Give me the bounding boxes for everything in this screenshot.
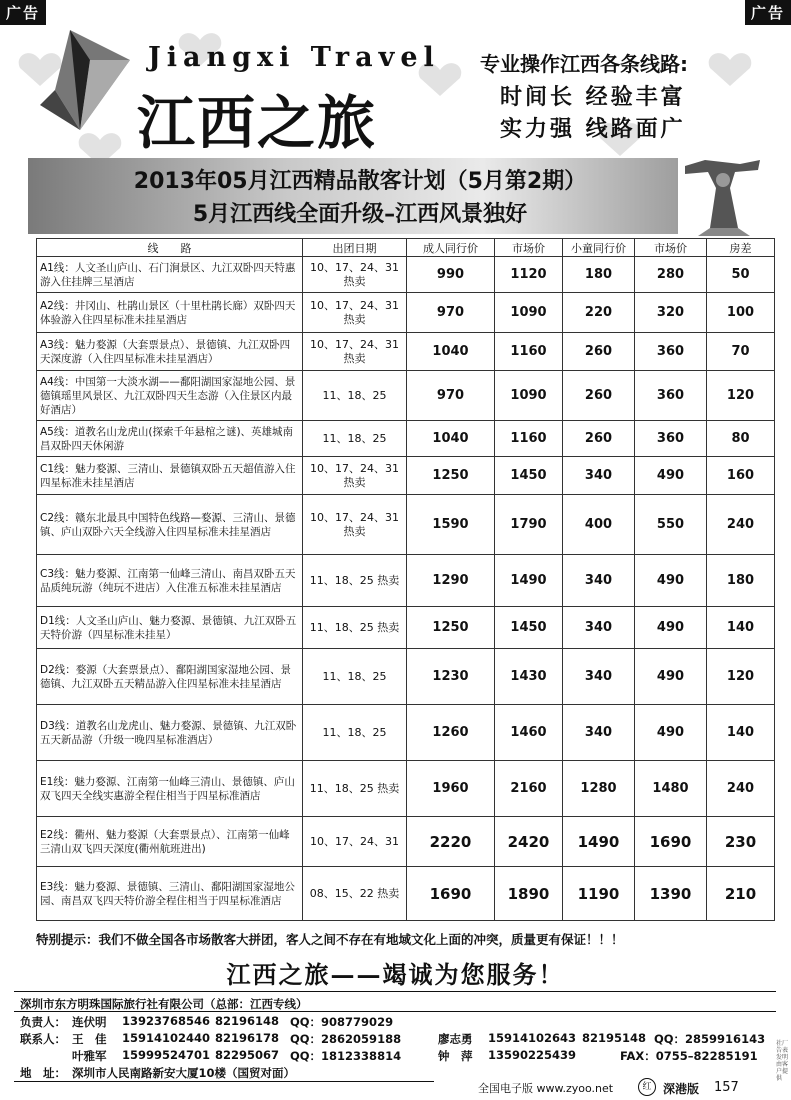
col-room-diff: 房差 bbox=[707, 239, 775, 257]
brand-chinese: 江西之旅 bbox=[137, 89, 378, 157]
route-cell: A5线：道教名山龙虎山(探索千年悬棺之谜)、英雄城南昌双卧四天休闲游 bbox=[37, 421, 303, 457]
route-cell: E3线：魅力婺源、景德镇、三清山、鄱阳湖国家湿地公园、南昌双飞四天特价游全程住相当于四星标准酒店 bbox=[37, 867, 303, 921]
child-market-price-cell: 490 bbox=[635, 705, 707, 761]
route-cell: D3线：道教名山龙虎山、魅力婺源、景德镇、九江双卧五天新品游（升级一晚四星标准酒店） bbox=[37, 705, 303, 761]
date-cell: 10、17、24、31 热卖 bbox=[303, 457, 407, 495]
table-row bbox=[37, 257, 775, 293]
divider bbox=[14, 1081, 434, 1082]
date-cell: 10、17、24、31 热卖 bbox=[303, 333, 407, 371]
room-diff-cell: 160 bbox=[707, 457, 775, 495]
market-price-cell: 1090 bbox=[495, 371, 563, 421]
company-name: 深圳市东方明珠国际旅行社有限公司（总部：江西专线） bbox=[20, 997, 308, 1011]
table-row bbox=[37, 457, 775, 495]
child-market-price-cell: 1690 bbox=[635, 817, 707, 867]
child-market-price-cell: 1480 bbox=[635, 761, 707, 817]
child-market-price-cell: 360 bbox=[635, 333, 707, 371]
table-row bbox=[37, 495, 775, 555]
date-cell: 11、18、25 热卖 bbox=[303, 607, 407, 649]
contact-name: 廖志勇 bbox=[438, 1032, 473, 1046]
room-diff-cell: 140 bbox=[707, 607, 775, 649]
adult-price-cell: 970 bbox=[407, 293, 495, 333]
contact-tel: 82295067 bbox=[215, 1048, 280, 1062]
table-row bbox=[37, 867, 775, 921]
side-note: 社厂告表发明由客户提供 bbox=[776, 1040, 789, 1082]
table-row bbox=[37, 371, 775, 421]
slogan-line-1: 专业操作江西各条线路: bbox=[480, 52, 688, 76]
contact-qq: QQ：2859916143 bbox=[654, 1032, 766, 1046]
label: 地 址： bbox=[20, 1066, 66, 1080]
contact-mobile: 13923768546 bbox=[122, 1014, 211, 1028]
page-number: 157 bbox=[714, 1080, 739, 1095]
date-cell: 10、17、24、31 热卖 bbox=[303, 495, 407, 555]
market-price-cell: 2160 bbox=[495, 761, 563, 817]
market-price-cell: 1490 bbox=[495, 555, 563, 607]
child-market-price-cell: 1390 bbox=[635, 867, 707, 921]
child-market-price-cell: 490 bbox=[635, 607, 707, 649]
footer-site: 全国电子版 www.zyoo.net bbox=[478, 1082, 614, 1095]
date-cell: 11、18、25 bbox=[303, 371, 407, 421]
child-market-price-cell: 490 bbox=[635, 555, 707, 607]
child-market-price-cell: 490 bbox=[635, 457, 707, 495]
child-price-cell: 1190 bbox=[563, 867, 635, 921]
contact-name: 王 佳 bbox=[72, 1032, 107, 1046]
route-cell: E1线：魅力婺源、江南第一仙峰三清山、景德镇、庐山双飞四天全线实惠游全程住相当于四星标准酒店 bbox=[37, 761, 303, 817]
divider bbox=[14, 1011, 776, 1012]
market-price-cell: 1430 bbox=[495, 649, 563, 705]
table-row bbox=[37, 333, 775, 371]
contact-name: 连伏明 bbox=[72, 1015, 107, 1029]
slogan-line-3: 实力强 线路面广 bbox=[500, 116, 686, 142]
route-cell: A4线：中国第一大淡水湖——鄱阳湖国家湿地公园、景德镇瑶里风景区、九江双卧四天生态游（入住景区内最好酒店） bbox=[37, 371, 303, 421]
child-market-price-cell: 360 bbox=[635, 371, 707, 421]
contact-mobile: 13590225439 bbox=[488, 1048, 577, 1062]
adult-price-cell: 1590 bbox=[407, 495, 495, 555]
room-diff-cell: 230 bbox=[707, 817, 775, 867]
room-diff-cell: 240 bbox=[707, 761, 775, 817]
table-row bbox=[37, 705, 775, 761]
date-cell: 10、17、24、31 热卖 bbox=[303, 293, 407, 333]
market-price-cell: 1160 bbox=[495, 333, 563, 371]
footer-logo-icon: 红 bbox=[638, 1078, 656, 1096]
market-price-cell: 1460 bbox=[495, 705, 563, 761]
adult-price-cell: 1250 bbox=[407, 457, 495, 495]
col-adult-price: 成人同行价 bbox=[407, 239, 495, 257]
route-cell: D1线：人文圣山庐山、魅力婺源、景德镇、九江双卧五天特价游（四星标准未挂星） bbox=[37, 607, 303, 649]
room-diff-cell: 80 bbox=[707, 421, 775, 457]
service-slogan: 江西之旅——竭诚为您服务！ bbox=[226, 960, 565, 989]
date-cell: 11、18、25 热卖 bbox=[303, 761, 407, 817]
adult-price-cell: 1690 bbox=[407, 867, 495, 921]
contact-mobile: 15914102643 bbox=[488, 1031, 577, 1045]
table-row bbox=[37, 293, 775, 333]
banner-title: 2013年05月江西精品散客计划（5月第2期） bbox=[133, 169, 587, 194]
triangle-logo-icon bbox=[40, 30, 130, 130]
room-diff-cell: 210 bbox=[707, 867, 775, 921]
table-row bbox=[37, 817, 775, 867]
route-cell: A3线：魅力婺源（大套票景点）、景德镇、九江双卧四天深度游（入住四星标准未挂星酒店） bbox=[37, 333, 303, 371]
route-cell: A1线：人文圣山庐山、石门涧景区、九江双卧四天特惠游入住挂牌三星酒店 bbox=[37, 257, 303, 293]
child-market-price-cell: 320 bbox=[635, 293, 707, 333]
col-child-market-price: 市场价 bbox=[635, 239, 707, 257]
address: 深圳市人民南路新安大厦10楼（国贸对面） bbox=[72, 1066, 296, 1080]
route-cell: A2线：井冈山、杜鹃山景区（十里杜鹃长廊）双卧四天体验游入住四星标准未挂星酒店 bbox=[37, 293, 303, 333]
child-price-cell: 340 bbox=[563, 607, 635, 649]
market-price-cell: 1790 bbox=[495, 495, 563, 555]
child-price-cell: 260 bbox=[563, 421, 635, 457]
contact-mobile: 15914102440 bbox=[122, 1031, 211, 1045]
footer-edition: 深港版 bbox=[663, 1082, 700, 1096]
table-row bbox=[37, 649, 775, 705]
contact-qq: QQ：1812338814 bbox=[290, 1049, 402, 1063]
room-diff-cell: 120 bbox=[707, 371, 775, 421]
room-diff-cell: 240 bbox=[707, 495, 775, 555]
contact-tel: 82196148 bbox=[215, 1014, 280, 1028]
label: 联系人： bbox=[20, 1032, 66, 1046]
route-cell: D2线：婺源（大套票景点）、鄱阳湖国家湿地公园、景德镇、九江双卧五天精品游入住四星标准未挂星酒店 bbox=[37, 649, 303, 705]
date-cell: 11、18、25 bbox=[303, 649, 407, 705]
adult-price-cell: 2220 bbox=[407, 817, 495, 867]
table-row bbox=[37, 607, 775, 649]
child-market-price-cell: 490 bbox=[635, 649, 707, 705]
room-diff-cell: 50 bbox=[707, 257, 775, 293]
child-price-cell: 180 bbox=[563, 257, 635, 293]
adult-price-cell: 1040 bbox=[407, 333, 495, 371]
child-price-cell: 260 bbox=[563, 333, 635, 371]
adult-price-cell: 1250 bbox=[407, 607, 495, 649]
date-cell: 11、18、25 热卖 bbox=[303, 555, 407, 607]
adult-price-cell: 1230 bbox=[407, 649, 495, 705]
child-price-cell: 340 bbox=[563, 555, 635, 607]
market-price-cell: 1450 bbox=[495, 607, 563, 649]
adult-price-cell: 970 bbox=[407, 371, 495, 421]
ad-tag-right: 广告 bbox=[745, 0, 791, 25]
child-price-cell: 220 bbox=[563, 293, 635, 333]
col-child-price: 小童同行价 bbox=[563, 239, 635, 257]
price-table bbox=[36, 238, 775, 921]
adult-price-cell: 1960 bbox=[407, 761, 495, 817]
contact-name: 钟 萍 bbox=[438, 1049, 473, 1063]
child-price-cell: 340 bbox=[563, 705, 635, 761]
date-cell: 10、17、24、31 热卖 bbox=[303, 257, 407, 293]
adult-price-cell: 1040 bbox=[407, 421, 495, 457]
table-row bbox=[37, 421, 775, 457]
adult-price-cell: 1290 bbox=[407, 555, 495, 607]
market-price-cell: 1090 bbox=[495, 293, 563, 333]
contact-tel: 82196178 bbox=[215, 1031, 280, 1045]
table-header-row bbox=[37, 239, 775, 257]
route-cell: C1线：魅力婺源、三清山、景德镇双卧五天超值游入住四星标准未挂星酒店 bbox=[37, 457, 303, 495]
market-price-cell: 2420 bbox=[495, 817, 563, 867]
child-price-cell: 1280 bbox=[563, 761, 635, 817]
table-row bbox=[37, 555, 775, 607]
room-diff-cell: 180 bbox=[707, 555, 775, 607]
date-cell: 10、17、24、31 bbox=[303, 817, 407, 867]
contact-tel: 82195148 bbox=[582, 1031, 647, 1045]
date-cell: 08、15、22 热卖 bbox=[303, 867, 407, 921]
adult-price-cell: 990 bbox=[407, 257, 495, 293]
col-market-price: 市场价 bbox=[495, 239, 563, 257]
market-price-cell: 1890 bbox=[495, 867, 563, 921]
banner-subtitle: 5月江西线全面升级–江西风景独好 bbox=[192, 202, 528, 227]
child-market-price-cell: 280 bbox=[635, 257, 707, 293]
contact-qq: QQ：2862059188 bbox=[290, 1032, 402, 1046]
child-price-cell: 1490 bbox=[563, 817, 635, 867]
room-diff-cell: 100 bbox=[707, 293, 775, 333]
divider bbox=[14, 991, 776, 992]
market-price-cell: 1160 bbox=[495, 421, 563, 457]
contact-fax: FAX：0755–82285191 bbox=[620, 1049, 758, 1063]
table-row bbox=[37, 761, 775, 817]
child-price-cell: 340 bbox=[563, 649, 635, 705]
col-route: 线 路 bbox=[37, 239, 303, 257]
label: 负责人： bbox=[20, 1015, 66, 1029]
child-price-cell: 400 bbox=[563, 495, 635, 555]
route-cell: E2线：衢州、魅力婺源（大套票景点）、江南第一仙峰三清山双飞四天深度(衢州航班进出) bbox=[37, 817, 303, 867]
child-price-cell: 260 bbox=[563, 371, 635, 421]
contact-qq: QQ：908779029 bbox=[290, 1015, 394, 1029]
date-cell: 11、18、25 bbox=[303, 705, 407, 761]
contact-mobile: 15999524701 bbox=[122, 1048, 211, 1062]
room-diff-cell: 140 bbox=[707, 705, 775, 761]
child-market-price-cell: 550 bbox=[635, 495, 707, 555]
child-price-cell: 340 bbox=[563, 457, 635, 495]
adult-price-cell: 1260 bbox=[407, 705, 495, 761]
child-market-price-cell: 360 bbox=[635, 421, 707, 457]
ad-tag-left: 广告 bbox=[0, 0, 46, 25]
contact-name: 叶雅军 bbox=[72, 1049, 107, 1063]
special-note: 特别提示：我们不做全国各市场散客大拼团，客人之间不存在有地域文化上面的冲突，质量更有保证！！！ bbox=[36, 932, 624, 947]
route-cell: C2线：赣东北最具中国特色线路—婺源、三清山、景德镇、庐山双卧六天全线游入住四星标准未挂星酒店 bbox=[37, 495, 303, 555]
route-cell: C3线：魅力婺源、江南第一仙峰三清山、南昌双卧五天品质纯玩游（纯玩不进店）入住准五标准未挂星酒店 bbox=[37, 555, 303, 607]
brand-english: Jiangxi Travel bbox=[148, 42, 440, 73]
room-diff-cell: 70 bbox=[707, 333, 775, 371]
market-price-cell: 1450 bbox=[495, 457, 563, 495]
room-diff-cell: 120 bbox=[707, 649, 775, 705]
figure-illustration-icon bbox=[680, 158, 765, 236]
market-price-cell: 1120 bbox=[495, 257, 563, 293]
date-cell: 11、18、25 bbox=[303, 421, 407, 457]
col-date: 出团日期 bbox=[303, 239, 407, 257]
slogan-line-2: 时间长 经验丰富 bbox=[500, 84, 686, 110]
